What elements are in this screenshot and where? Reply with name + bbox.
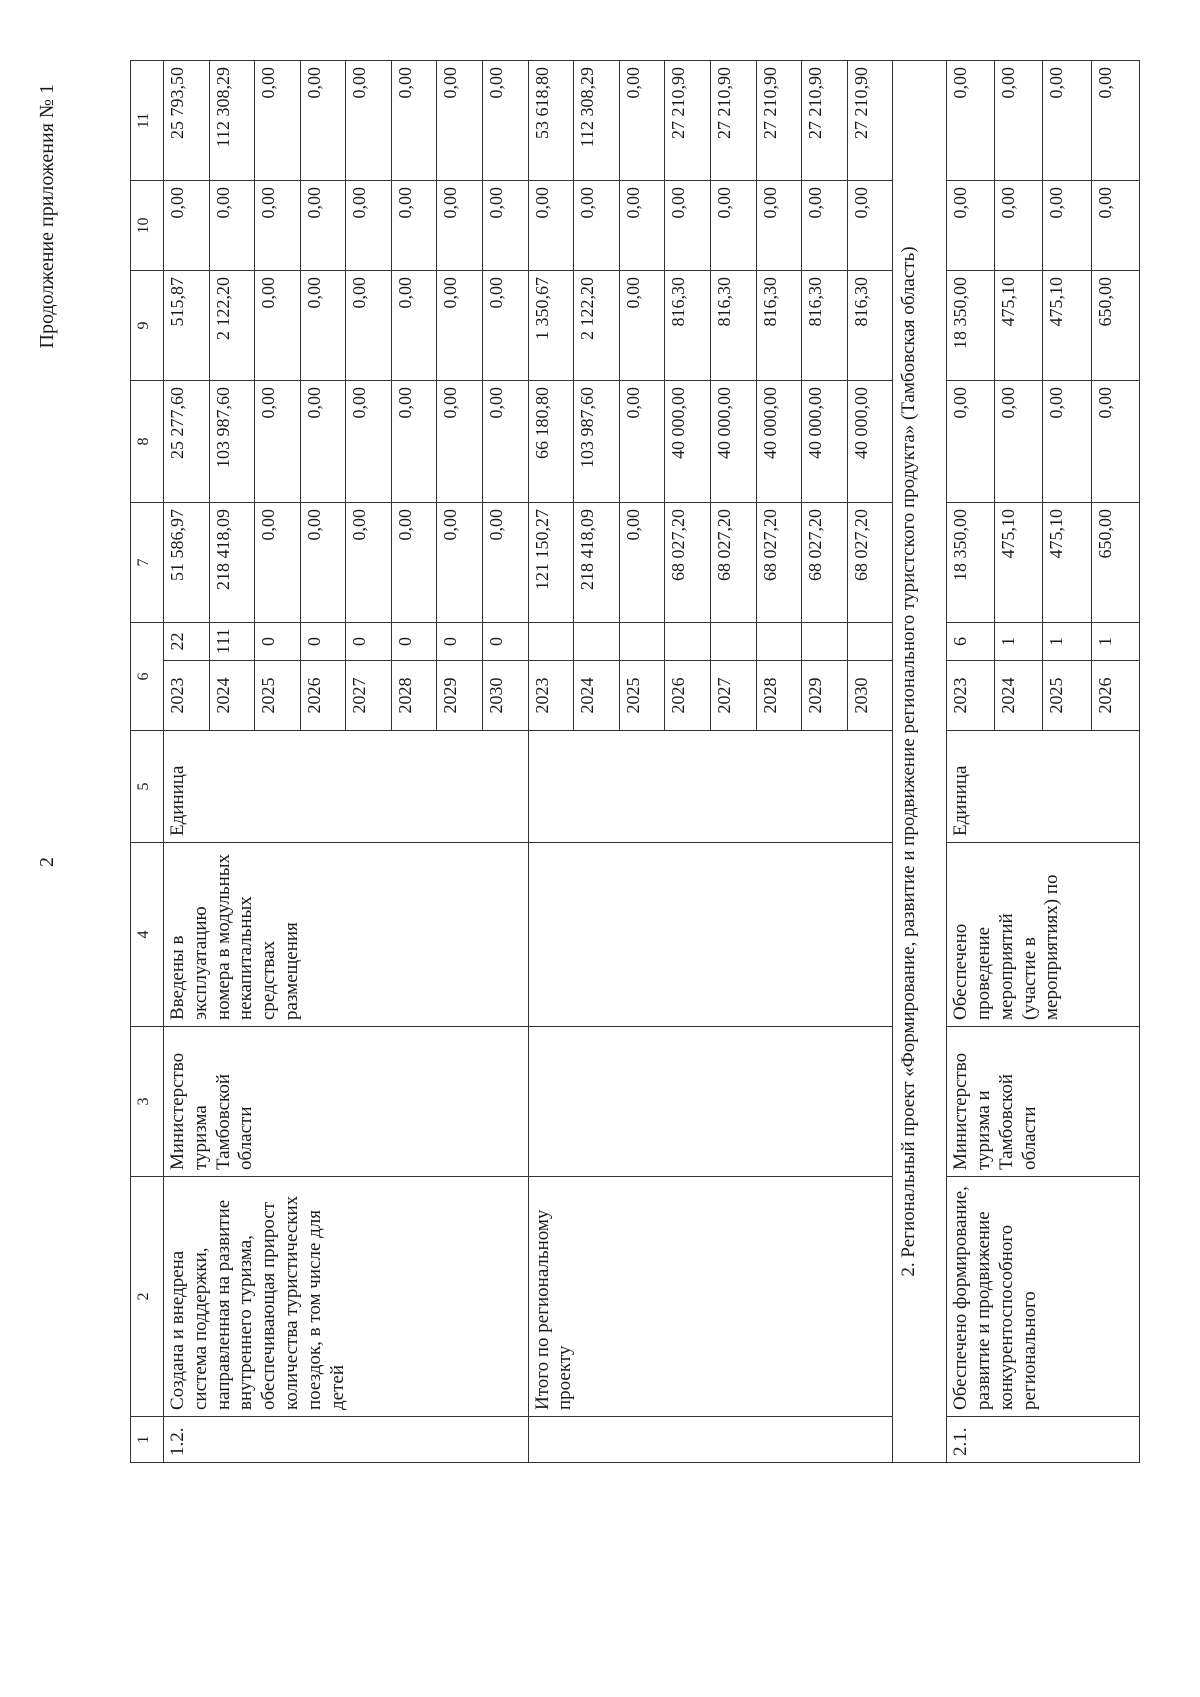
col8: 66 180,80: [528, 381, 574, 503]
col7: 0,00: [619, 503, 665, 623]
value: 22: [164, 623, 210, 661]
col8: 25 277,60: [164, 381, 210, 503]
col9: 816,30: [756, 271, 802, 381]
col9: 0,00: [346, 271, 392, 381]
col7: 51 586,97: [164, 503, 210, 623]
value: 0: [346, 623, 392, 661]
col11: 0,00: [947, 61, 995, 181]
col10: 0,00: [802, 181, 848, 271]
col9: 650,00: [1091, 271, 1139, 381]
col7: 0,00: [346, 503, 392, 623]
col7: 0,00: [483, 503, 529, 623]
year: 2026: [665, 661, 711, 731]
section-2-title: 2. Региональный проект «Формирование, развитие и продвижение регионального туристского продукта» (Тамбовская область): [893, 61, 947, 1463]
col7: 650,00: [1091, 503, 1139, 623]
year: 2023: [164, 661, 210, 731]
col11: 112 308,29: [209, 61, 255, 181]
col10: 0,00: [346, 181, 392, 271]
col-header-7: 7: [131, 503, 164, 623]
col7: 68 027,20: [710, 503, 756, 623]
year: 2027: [710, 661, 756, 731]
value: 1: [995, 623, 1043, 661]
col8: 0,00: [1043, 381, 1091, 503]
col9: 475,10: [1043, 271, 1091, 381]
col8: 40 000,00: [756, 381, 802, 503]
col9: 0,00: [255, 271, 301, 381]
col10: 0,00: [710, 181, 756, 271]
col11: 0,00: [619, 61, 665, 181]
total-label: Итого по региональному проекту: [528, 1177, 893, 1417]
col9: 2 122,20: [209, 271, 255, 381]
value-empty: [710, 623, 756, 661]
col8: 0,00: [437, 381, 483, 503]
col7: 0,00: [437, 503, 483, 623]
year: 2026: [300, 661, 346, 731]
total-empty-3: [528, 1027, 893, 1177]
year: 2028: [391, 661, 437, 731]
col11: 0,00: [437, 61, 483, 181]
section-heading-row: [893, 61, 947, 1463]
responsible: Министерство туризма Тамбовской области: [164, 1027, 529, 1177]
col-header-9: 9: [131, 271, 164, 381]
year: 2024: [209, 661, 255, 731]
column-number-row: [131, 61, 164, 1463]
table-row: [947, 61, 995, 1463]
value: 0: [483, 623, 529, 661]
col8: 40 000,00: [665, 381, 711, 503]
col9: 816,30: [710, 271, 756, 381]
item-name: Обеспечено формирование, развитие и продвижение конкурентоспособного регионального: [947, 1177, 1140, 1417]
col10: 0,00: [437, 181, 483, 271]
col11: 0,00: [1091, 61, 1139, 181]
unit: Единица: [947, 731, 1140, 843]
value-empty: [847, 623, 893, 661]
value: 0: [300, 623, 346, 661]
col-header-2: 2: [131, 1177, 164, 1417]
table-row: [164, 61, 210, 1463]
col8: 40 000,00: [802, 381, 848, 503]
col9: 816,30: [802, 271, 848, 381]
col10: 0,00: [255, 181, 301, 271]
col9: 475,10: [995, 271, 1043, 381]
value: 111: [209, 623, 255, 661]
col7: 68 027,20: [665, 503, 711, 623]
total-empty-num: [528, 1417, 893, 1463]
col7: 475,10: [995, 503, 1043, 623]
col10: 0,00: [947, 181, 995, 271]
col11: 0,00: [1043, 61, 1091, 181]
col9: 2 122,20: [574, 271, 620, 381]
value: 0: [255, 623, 301, 661]
col9: 816,30: [665, 271, 711, 381]
col8: 0,00: [483, 381, 529, 503]
col7: 0,00: [255, 503, 301, 623]
year: 2025: [619, 661, 665, 731]
col11: 0,00: [483, 61, 529, 181]
col10: 0,00: [619, 181, 665, 271]
col11: 0,00: [300, 61, 346, 181]
total-empty-5: [528, 731, 893, 843]
col10: 0,00: [847, 181, 893, 271]
value: 6: [947, 623, 995, 661]
year: 2024: [995, 661, 1043, 731]
year: 2025: [1043, 661, 1091, 731]
col7: 68 027,20: [847, 503, 893, 623]
col8: 0,00: [255, 381, 301, 503]
year: 2028: [756, 661, 802, 731]
col11: 0,00: [995, 61, 1043, 181]
value-empty: [802, 623, 848, 661]
col9: 816,30: [847, 271, 893, 381]
year: 2030: [847, 661, 893, 731]
col8: 0,00: [947, 381, 995, 503]
col10: 0,00: [756, 181, 802, 271]
col-header-5: 5: [131, 731, 164, 843]
col-header-4: 4: [131, 843, 164, 1027]
appendix-continuation: Продолжение приложения № 1: [36, 84, 58, 349]
year: 2023: [947, 661, 995, 731]
col7: 18 350,00: [947, 503, 995, 623]
col11: 27 210,90: [710, 61, 756, 181]
year: 2024: [574, 661, 620, 731]
col9: 0,00: [483, 271, 529, 381]
year: 2026: [1091, 661, 1139, 731]
col8: 40 000,00: [847, 381, 893, 503]
col10: 0,00: [300, 181, 346, 271]
col11: 27 210,90: [802, 61, 848, 181]
col7: 0,00: [300, 503, 346, 623]
value: 1: [1043, 623, 1091, 661]
value: 0: [437, 623, 483, 661]
col10: 0,00: [1091, 181, 1139, 271]
year: 2029: [802, 661, 848, 731]
col7: 218 418,09: [574, 503, 620, 623]
col10: 0,00: [574, 181, 620, 271]
col10: 0,00: [164, 181, 210, 271]
item-name: Создана и внедрена система поддержки, направленная на развитие внутреннего туризма, обеспечивающая прирост количества туристических поездок, в том числе для детей: [164, 1177, 529, 1417]
col9: 0,00: [437, 271, 483, 381]
col11: 53 618,80: [528, 61, 574, 181]
col10: 0,00: [995, 181, 1043, 271]
col10: 0,00: [665, 181, 711, 271]
col7: 0,00: [391, 503, 437, 623]
col-header-1: 1: [131, 1417, 164, 1463]
col9: 0,00: [391, 271, 437, 381]
result: Введены в эксплуатацию номера в модульных некапитальных средствах размещения: [164, 843, 529, 1027]
value: 0: [391, 623, 437, 661]
col-header-10: 10: [131, 181, 164, 271]
year: 2023: [528, 661, 574, 731]
total-empty-4: [528, 843, 893, 1027]
col11: 25 793,50: [164, 61, 210, 181]
col11: 27 210,90: [756, 61, 802, 181]
col8: 0,00: [346, 381, 392, 503]
unit: Единица: [164, 731, 529, 843]
col8: 0,00: [995, 381, 1043, 503]
col-header-3: 3: [131, 1027, 164, 1177]
value-empty: [756, 623, 802, 661]
col-header-11: 11: [131, 61, 164, 181]
value-empty: [574, 623, 620, 661]
col9: 515,87: [164, 271, 210, 381]
col9: 18 350,00: [947, 271, 995, 381]
result: Обеспечено проведение мероприятий (участие в мероприятиях) по: [947, 843, 1140, 1027]
col10: 0,00: [1043, 181, 1091, 271]
col8: 103 987,60: [209, 381, 255, 503]
value-empty: [619, 623, 665, 661]
col8: 0,00: [300, 381, 346, 503]
total-row: [528, 61, 574, 1463]
col11: 27 210,90: [665, 61, 711, 181]
col9: 0,00: [300, 271, 346, 381]
item-number: 1.2.: [164, 1417, 529, 1463]
year: 2027: [346, 661, 392, 731]
year: 2029: [437, 661, 483, 731]
col8: 103 987,60: [574, 381, 620, 503]
col9: 0,00: [619, 271, 665, 381]
col8: 0,00: [391, 381, 437, 503]
value: 1: [1091, 623, 1139, 661]
value-empty: [665, 623, 711, 661]
page-number: 2: [36, 857, 58, 867]
col9: 1 350,67: [528, 271, 574, 381]
col8: 0,00: [619, 381, 665, 503]
col11: 0,00: [346, 61, 392, 181]
value-empty: [528, 623, 574, 661]
budget-table: [130, 60, 1140, 1463]
col11: 112 308,29: [574, 61, 620, 181]
col11: 0,00: [391, 61, 437, 181]
col-header-6: 6: [131, 623, 164, 731]
responsible: Министерство туризма и Тамбовской области: [947, 1027, 1140, 1177]
col8: 40 000,00: [710, 381, 756, 503]
col7: 68 027,20: [802, 503, 848, 623]
year: 2025: [255, 661, 301, 731]
col7: 218 418,09: [209, 503, 255, 623]
col7: 475,10: [1043, 503, 1091, 623]
col10: 0,00: [209, 181, 255, 271]
col7: 121 150,27: [528, 503, 574, 623]
col7: 68 027,20: [756, 503, 802, 623]
item-number: 2.1.: [947, 1417, 1140, 1463]
col10: 0,00: [391, 181, 437, 271]
col10: 0,00: [483, 181, 529, 271]
col11: 27 210,90: [847, 61, 893, 181]
col8: 0,00: [1091, 381, 1139, 503]
col10: 0,00: [528, 181, 574, 271]
col-header-8: 8: [131, 381, 164, 503]
year: 2030: [483, 661, 529, 731]
col11: 0,00: [255, 61, 301, 181]
